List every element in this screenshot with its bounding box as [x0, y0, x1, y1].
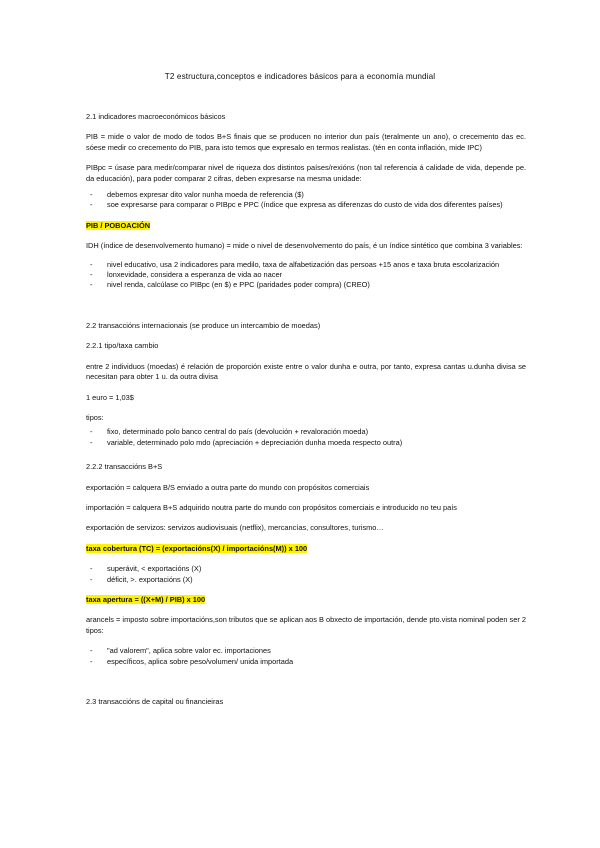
- arancels-paragraph: arancels = imposto sobre importacións,son tributos que se aplican aos B obxecto de importación, dende pto.vista nominal poden ser 2 tipos:: [86, 615, 526, 635]
- section-2-2-heading: 2.2 transaccións internacionais (se produce un intercambio de moedas): [86, 320, 321, 330]
- tipos-list: [86, 427, 526, 448]
- taxa-cobertura-formula: taxa cobertura (TC) = (exportacións(X) / importacións(M)) x 100: [86, 543, 308, 553]
- section-2-1-heading: 2.1 indicadores macroeconómicos básicos: [86, 112, 226, 121]
- pib-poboacion-highlight: PIB / POBOACIÓN: [86, 220, 151, 230]
- list-item: - específicos, aplica sobre peso/volumen/ unida importada: [86, 657, 526, 667]
- document-title: T2 estructura,conceptos e indicadores básicos para a economía mundial: [164, 72, 436, 81]
- list-item: - superávit, < exportacións (X): [86, 564, 526, 574]
- pibpc-list: [86, 190, 526, 211]
- pibpc-paragraph: PIBpc = úsase para medir/comparar nivel de riqueza dos distintos países/rexións (non tal referencia á calidade de vida, depende pe. da educación), para poder comparar 2 cifras, deben expresarse na mesma unidade:: [86, 163, 526, 183]
- arancels-list: [86, 646, 526, 667]
- list-item: - déficit, >. exportacións (X): [86, 575, 526, 585]
- section-2-2-1-heading: 2.2.1 tipo/taxa cambio: [86, 341, 159, 351]
- list-item: - lonxevidade, considera a esperanza de vida ao nacer: [86, 270, 526, 280]
- list-item: - nivel educativo, usa 2 indicadores para medilo, taxa de alfabetización das persoas +15 anos e taxa bruta escolarización: [86, 260, 526, 270]
- taxa-apertura-formula: taxa apertura = ((X+M) / PIB) x 100: [86, 594, 206, 604]
- tipos-label: tipos:: [86, 412, 104, 422]
- idh-list: [86, 260, 526, 291]
- idh-paragraph: IDH (índice de desenvolvemento humano) = mide o nivel de desenvolvemento do país, é un índice sintético que combina 3 variables:: [86, 241, 523, 251]
- list-item: - nivel renda, calcúlase co PIBpc (en $) e PPC (paridades poder compra) (CREO): [86, 280, 526, 290]
- euro-line: 1 euro = 1,03$: [86, 392, 134, 402]
- document-body: [86, 112, 526, 707]
- list-item: - variable, determinado polo mdo (apreciación + depreciación dunha moeda respecto outra): [86, 438, 526, 448]
- taxa-cambio-paragraph: entre 2 individuos (moedas) é relación de proporción existe entre o valor dunha e outra, por tanto, expresa cantas u.dunha divisa se necesitan para obter 1 u. da outra divisa: [86, 361, 526, 382]
- cobertura-list: [86, 564, 526, 585]
- exportacion-line: exportación = calquera B/S enviado a outra parte do mundo con propósitos comerciais: [86, 482, 370, 492]
- list-item: - "ad valorem", aplica sobre valor ec. importaciones: [86, 646, 526, 656]
- list-item: - soe expresarse para comparar o PIBpc e PPC (índice que expresa as diferenzas do custo de vida dos diferentes países): [86, 200, 526, 210]
- pib-paragraph: PIB = mide o valor de modo de todos B+S finais que se producen no interior dun país (teralmente un ano), o crecemento das ec. sóese medir co crecemento do PIB, para isto temos que expresalo en termos realistas. (tén en conta inflación, mide IPC): [86, 132, 526, 152]
- section-2-2-2-heading: 2.2.2 transaccións B+S: [86, 462, 163, 472]
- list-item: - debemos expresar dito valor nunha moeda de referencia ($): [86, 190, 526, 200]
- export-servizos-line: exportación de servizos: servizos audiovisuais (netflix), mercancías, consultores, turismo…: [86, 523, 384, 533]
- section-2-3-heading: 2.3 transaccións de capital ou financieiras: [86, 697, 224, 706]
- importacion-line: importación = calquera B+S adquirido noutra parte do mundo con propósitos comerciais e introducido no teu país: [86, 502, 457, 512]
- list-item: - fixo, determinado polo banco central do país (devolución + revaloración moeda): [86, 427, 526, 437]
